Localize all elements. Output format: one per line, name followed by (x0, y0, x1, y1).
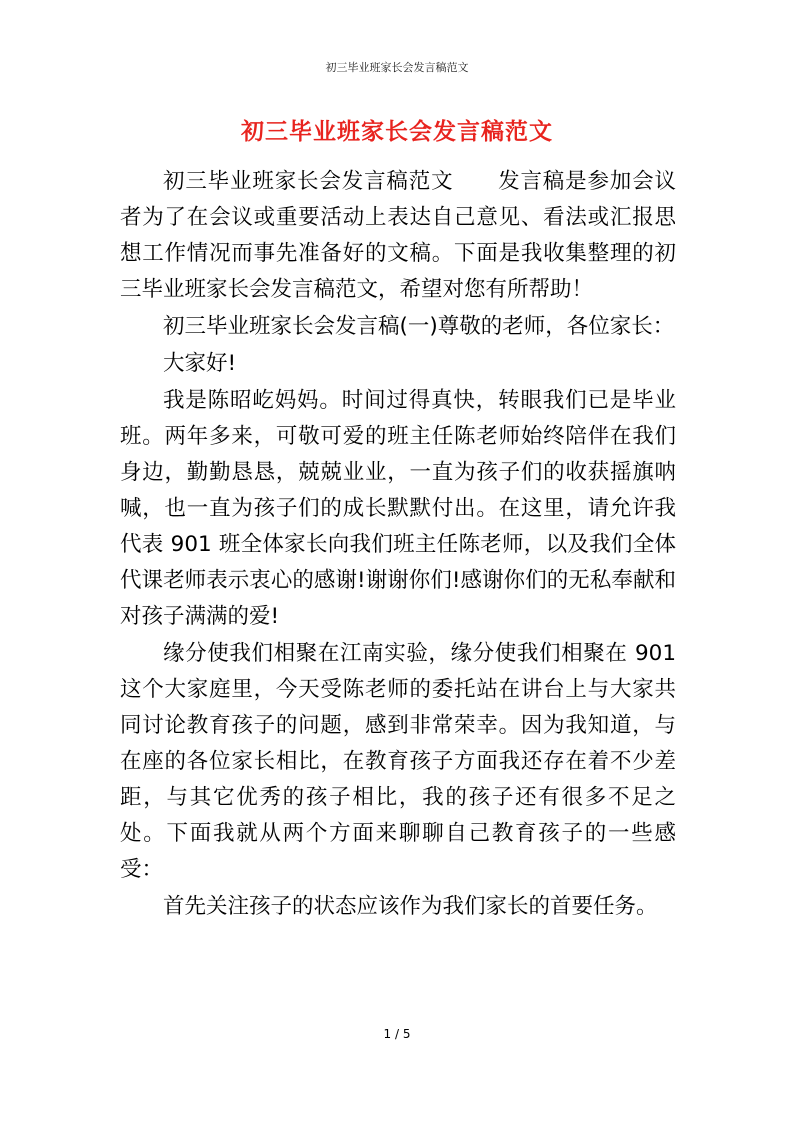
page-number: 1 / 5 (383, 1027, 411, 1041)
paragraph-first-point: 首先关注孩子的状态应该作为我们家长的首要任务。 (163, 894, 658, 919)
paragraph-thanks: 我是陈昭屹妈妈。时间过得真快，转眼我们已是毕业班。两年多来，可敬可爱的班主任陈老师始终陪伴在我们身边，勤勤恳恳，兢兢业业，一直为孩子们的收获摇旗呐喊，也一直为孩子们的成长默默付出。在这里，请允许我代表 901 班全体家长向我们班主任陈老师，以及我们全体代课老师表示衷心的感谢!谢谢你们!感谢你们的无私奉献和对孩子满满的爱! (120, 388, 676, 629)
paragraph-greeting: 大家好! (163, 351, 237, 376)
paragraph-fate: 缘分使我们相聚在江南实验，缘分使我们相聚在 901 这个大家庭里，今天受陈老师的委托站在讲台上与大家共同讨论教育孩子的问题，感到非常荣幸。因为我知道，与在座的各位家长相比，在教育孩子方面我还存在着不少差距，与其它优秀的孩子相比，我的孩子还有很多不足之处。下面我就从两个方面来聊聊自己教育孩子的一些感受： (120, 641, 676, 882)
document-body (120, 164, 676, 926)
running-header: 初三毕业班家长会发言稿范文 (325, 61, 469, 74)
document-title: 初三毕业班家长会发言稿范文 (241, 119, 553, 145)
paragraph-intro: 初三毕业班家长会发言稿范文 发言稿是参加会议者为了在会议或重要活动上表达自己意见、看法或汇报思想工作情况而事先准备好的文稿。下面是我收集整理的初三毕业班家长会发言稿范文，希望对您有所帮助！ (120, 169, 676, 302)
paragraph-salutation: 初三毕业班家长会发言稿(一)尊敬的老师，各位家长： (163, 314, 675, 339)
